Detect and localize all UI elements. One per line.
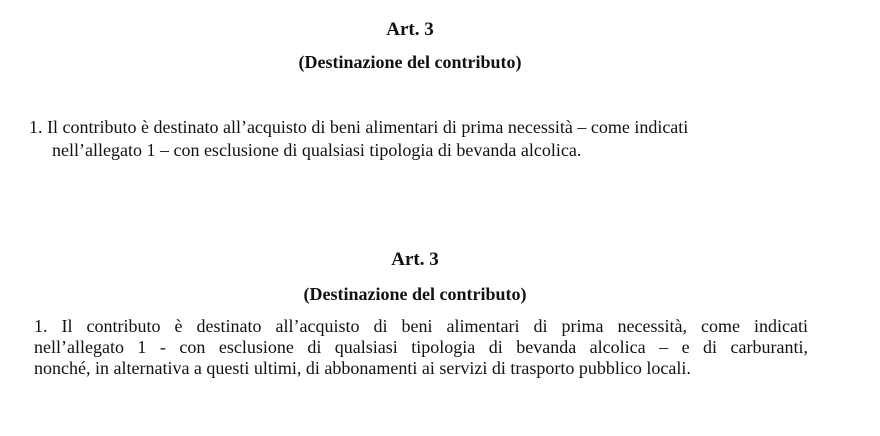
article-subtitle: (Destinazione del contributo)	[303, 284, 527, 304]
article-subtitle: (Destinazione del contributo)	[298, 52, 522, 72]
paragraph-line: nell’allegato 1 – con esclusione di qualsiasi tipologia di bevanda alcolica.	[52, 140, 582, 160]
article-title: Art. 3	[386, 19, 434, 40]
article-title: Art. 3	[391, 249, 439, 270]
paragraph-line: 1. Il contributo è destinato all’acquisto di beni alimentari di prima necessità – come indicati	[29, 117, 689, 137]
paragraph-line: 1. Il contributo è destinato all’acquisto di beni alimentari di prima necessità, come indicati	[34, 316, 808, 336]
paragraph-line: nonché, in alternativa a questi ultimi, di abbonamenti ai servizi di trasporto pubblico locali.	[34, 358, 691, 378]
paragraph-line: nell’allegato 1 - con esclusione di qualsiasi tipologia di bevanda alcolica – e di carburanti,	[34, 337, 808, 357]
article-paragraph	[34, 316, 808, 379]
